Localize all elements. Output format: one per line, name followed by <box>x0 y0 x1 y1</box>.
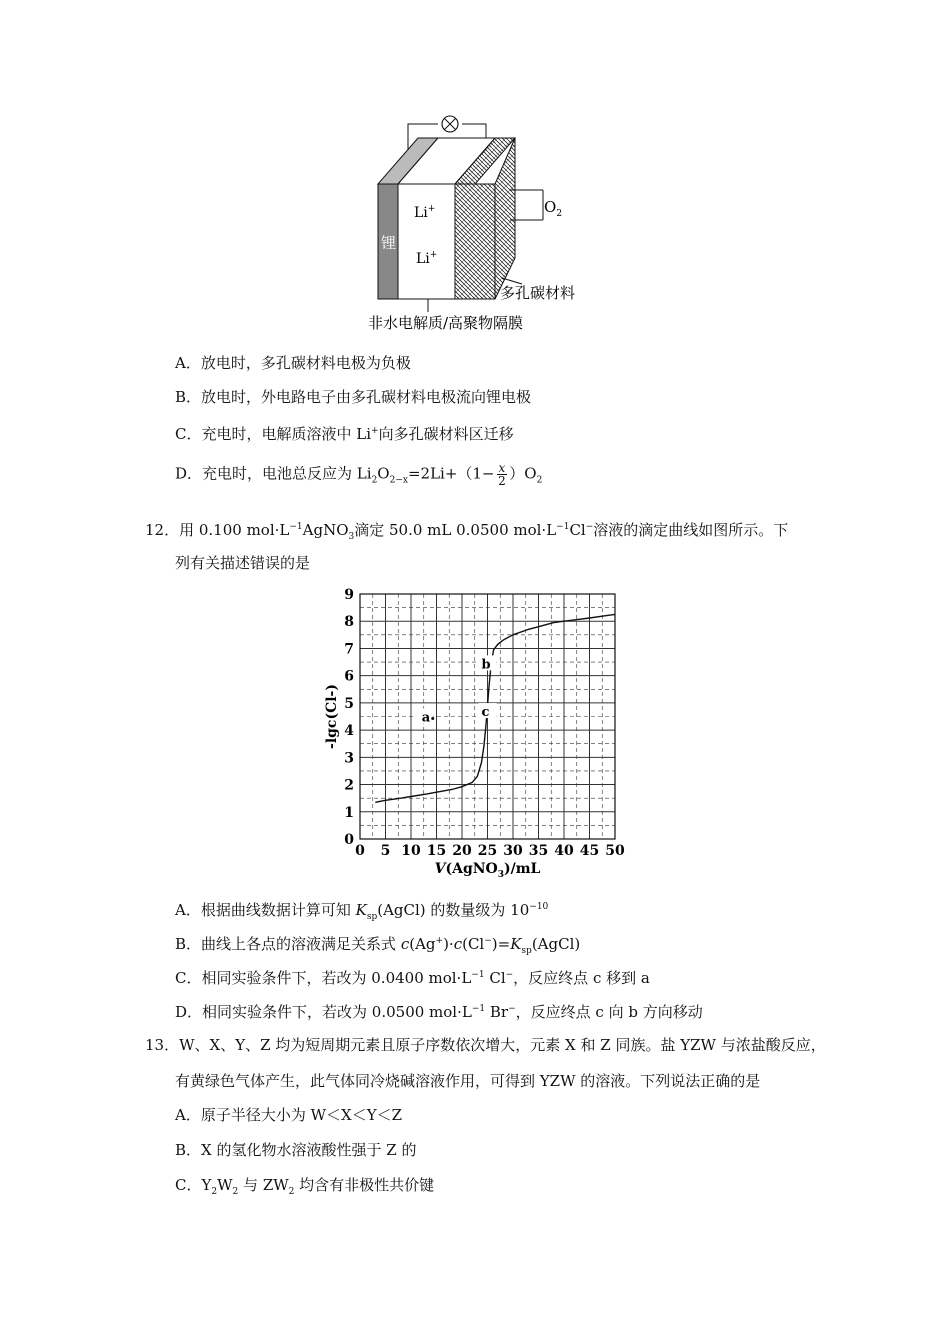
q12-option-b-c1: c <box>400 935 410 953</box>
q11-option-d-mid1: O <box>377 464 390 483</box>
y-tick-label: 2 <box>344 777 354 794</box>
q12-option-b-label: B． <box>175 935 202 953</box>
q12-option-b-text-a: 曲线上各点的溶液满足关系式 <box>201 935 401 953</box>
q12-stem-sup3: − <box>585 522 594 532</box>
q12-option-b <box>175 931 580 961</box>
q13-option-c-t1: Y <box>201 1176 212 1194</box>
q12-option-b-ksub: sp <box>521 946 532 956</box>
q11-option-b <box>175 387 531 407</box>
q12-option-c-s1: −1 <box>471 970 485 980</box>
q12-option-a <box>175 897 548 927</box>
q11-option-b-label: B． <box>175 388 202 406</box>
x-tick-label: 15 <box>426 843 447 859</box>
q13-option-c <box>175 1175 434 1202</box>
q12-option-a-label: A． <box>175 901 201 919</box>
fraction-numerator: x <box>498 461 506 475</box>
q12-option-c-s2: − <box>505 970 514 980</box>
q12-option-d-s2: − <box>508 1004 516 1014</box>
q13-option-c-s1: 2 <box>211 1187 218 1197</box>
x-axis-label: V(AgNO$_3$)/mL <box>434 861 541 880</box>
q13-option-b-label: B． <box>175 1141 202 1159</box>
q12-option-b-t2: )· <box>443 935 454 953</box>
q13-option-b-text: X 的氢化物水溶液酸性强于 Z 的 <box>201 1141 417 1159</box>
q13-option-c-s2: 2 <box>232 1187 239 1197</box>
q12-stem-1e: 溶液的滴定曲线如图所示。下 <box>593 521 789 539</box>
o2-sub: 2 <box>556 209 563 219</box>
titration-chart <box>320 584 630 884</box>
q12-option-d-text-b: Br <box>485 1003 509 1021</box>
q12-option-b-t3: (Cl <box>462 935 485 953</box>
point-b-label: b <box>481 657 491 673</box>
q12-option-b-t4: )= <box>491 935 511 953</box>
x-tick-label: 20 <box>452 843 472 859</box>
fraction-denominator: 2 <box>498 474 506 488</box>
q13-option-b <box>175 1140 416 1160</box>
y-tick-label: 7 <box>344 641 354 658</box>
y-tick-label: 9 <box>344 587 354 603</box>
battery-diagram <box>360 108 600 338</box>
q13-option-c-t4: 均含有非极性共价键 <box>294 1176 435 1194</box>
q11-option-d-sub3: 2 <box>536 475 543 486</box>
li-ion-sup-2: + <box>429 250 438 260</box>
y-tick-label: 1 <box>344 804 354 821</box>
y-tick-label: 6 <box>344 668 354 685</box>
q13-option-a <box>175 1105 402 1125</box>
y-tick-label: 3 <box>344 750 354 767</box>
q11-option-a-text: 放电时，多孔碳材料电极为负极 <box>200 354 411 372</box>
y-tick-label: 8 <box>344 614 354 631</box>
x-tick-label: 0 <box>355 843 365 859</box>
q12-option-c-text-c: ，反应终点 c 移到 a <box>513 969 650 987</box>
q12-option-d-text-c: ，反应终点 c 向 b 方向移动 <box>515 1003 703 1021</box>
q11-option-d-sub2: 2−x <box>389 475 408 486</box>
y-tick-label: 4 <box>344 723 354 740</box>
q12-option-c <box>175 965 650 988</box>
q12-option-d <box>175 999 703 1022</box>
q12-option-b-c2: c <box>453 935 463 953</box>
q12-option-c-label: C． <box>175 969 202 987</box>
li-ion-text-1: Li <box>414 205 428 221</box>
x-tick-label: 25 <box>477 843 498 859</box>
point-a-label: a <box>421 710 431 726</box>
q12-option-b-t1: (Ag <box>409 935 436 953</box>
q12-option-c-text-a: 相同实验条件下，若改为 0.0400 mol·L <box>201 969 472 987</box>
q11-option-a <box>175 353 411 373</box>
q13-option-c-t2: W <box>217 1176 233 1194</box>
q13-option-a-label: A． <box>175 1106 201 1124</box>
o2-text: O <box>544 198 557 216</box>
point-a-marker <box>431 717 434 720</box>
q11-option-c-sup: + <box>371 426 379 436</box>
q12-stem-sup1: −1 <box>289 522 303 532</box>
q11-option-c-text-a: 充电时，电解质溶液中 Li <box>201 425 372 443</box>
q12-option-b-s1: + <box>435 936 444 946</box>
q11-option-d-mid3: ）O <box>509 464 537 483</box>
y-axis-label: -lgc(Cl-) <box>324 684 340 749</box>
carbon-label: 多孔碳材料 <box>500 284 576 302</box>
q13-stem-line-1 <box>145 1035 826 1055</box>
y-tick-label: 0 <box>344 832 354 848</box>
q13-option-c-t3: 与 ZW <box>238 1176 289 1194</box>
x-tick-label: 5 <box>380 843 391 859</box>
x-tick-label: 50 <box>605 843 625 859</box>
q11-option-b-text: 放电时，外电路电子由多孔碳材料电极流向锂电极 <box>201 388 532 406</box>
q12-option-a-k: K <box>355 901 367 919</box>
q12-number: 12． <box>145 521 180 539</box>
q11-option-c <box>175 421 514 444</box>
point-c-label: c <box>481 705 490 721</box>
q12-stem-line-1 <box>145 517 788 547</box>
q11-option-c-label: C． <box>175 425 202 443</box>
q13-stem-line-2: 有黄绿色气体产生，此气体同冷烧碱溶液作用，可得到 YZW 的溶液。下列说法正确的是 <box>175 1072 761 1090</box>
q13-stem-1: W、X、Y、Z 均为短周期元素且原子序数依次增大，元素 X 和 Z 同族。盐 YZW 与浓盐酸反应， <box>179 1036 826 1054</box>
q12-option-d-s1: −1 <box>471 1004 486 1014</box>
x-tick-label: 35 <box>528 843 549 859</box>
q12-option-d-label: D． <box>175 1003 203 1021</box>
q12-option-b-k: K <box>510 935 522 953</box>
li-ion-text-2: Li <box>416 251 430 267</box>
q11-option-d-label: D． <box>175 464 203 483</box>
q12-option-a-text-a: 根据曲线数据计算可知 <box>200 901 356 919</box>
q12-stem-sup2: −1 <box>556 522 570 532</box>
x-tick-label: 30 <box>503 843 523 859</box>
q13-option-a-text: 原子半径大小为 W＜X＜Y＜Z <box>200 1106 403 1124</box>
q12-option-a-text-b: (AgCl) 的数量级为 10 <box>377 901 530 919</box>
q12-option-a-sup: −10 <box>529 902 549 912</box>
q12-stem-1c: 滴定 50.0 mL 0.0500 mol·L <box>354 521 557 539</box>
q12-stem-1a: 用 0.100 mol·L <box>179 521 290 539</box>
o2-label <box>544 198 562 219</box>
q12-stem-1d: Cl <box>569 521 586 539</box>
q12-option-a-ksub: sp <box>366 912 378 922</box>
lamp-icon <box>442 116 458 132</box>
q12-option-b-s2: − <box>484 936 492 946</box>
q11-option-c-text-b: 向多孔碳材料区迁移 <box>378 425 514 443</box>
y-tick-label: 5 <box>344 695 354 712</box>
q12-stem-sub1: 3 <box>348 532 355 542</box>
x-tick-label: 40 <box>554 843 574 859</box>
x-tick-label: 45 <box>579 843 600 859</box>
q11-option-a-label: A． <box>175 354 201 372</box>
q12-stem-1b: AgNO <box>302 521 349 539</box>
q13-option-c-label: C． <box>175 1176 202 1194</box>
q11-option-d-mid2: =2Li+（1− <box>407 464 495 483</box>
q11-option-d <box>175 462 542 491</box>
lithium-label: 锂 <box>381 234 397 252</box>
q12-option-b-t5: (AgCl) <box>531 935 581 953</box>
li-ion-sup-1: + <box>427 204 436 214</box>
q11-option-d-sub1: 2 <box>371 475 378 486</box>
q12-stem-line-2: 列有关描述错误的是 <box>175 554 311 572</box>
q12-option-c-text-b: Cl <box>484 969 506 987</box>
q13-number: 13． <box>145 1036 180 1054</box>
x-tick-label: 10 <box>401 843 421 859</box>
q11-option-d-text-a: 充电时，电池总反应为 Li <box>202 464 372 483</box>
membrane-label: 非水电解质/高聚物隔膜 <box>368 314 524 332</box>
q13-option-c-s3: 2 <box>288 1187 295 1197</box>
q11-option-d-fraction <box>497 462 508 487</box>
q12-option-d-text-a: 相同实验条件下，若改为 0.0500 mol·L <box>202 1003 472 1021</box>
